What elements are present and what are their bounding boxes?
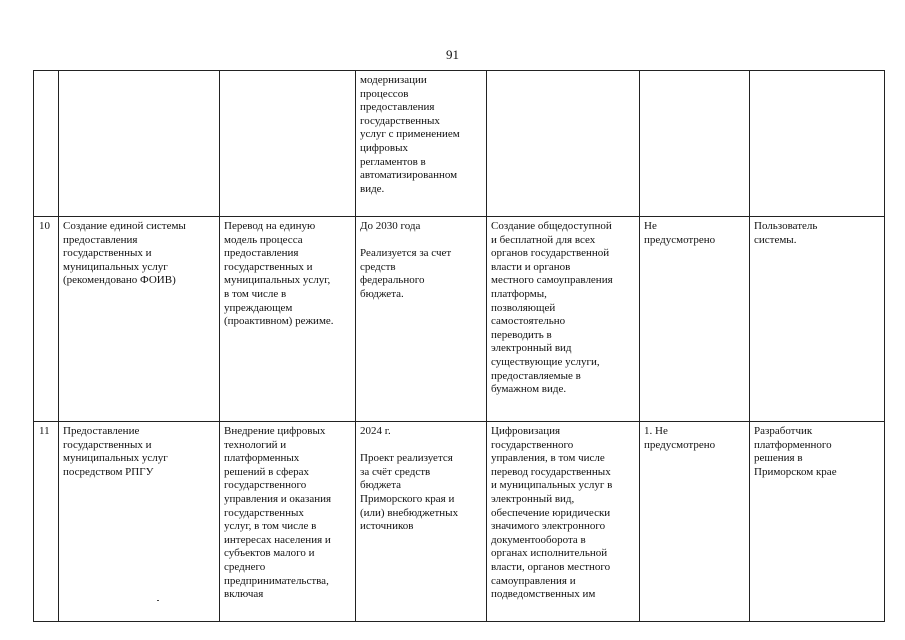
additional-financing-cell: 1. Не предусмотрено (640, 422, 750, 622)
measure-name-cell: Предоставление государственных и муниципальных услуг посредством РПГУ (59, 422, 220, 622)
measure-description-cell (220, 71, 356, 217)
table-row (34, 71, 885, 217)
responsible-cell: Пользователь системы. (750, 217, 885, 422)
additional-financing-cell (640, 71, 750, 217)
measure-description-cell: Перевод на единую модель процесса предоставления государственных и муниципальных услуг, в том числе в упреждающем (проактивном) режиме. (220, 217, 356, 422)
responsible-cell: Разработчик платформенного решения в Приморском крае (750, 422, 885, 622)
expected-result-cell: Создание общедоступной и бесплатной для всех органов государственной власти и органов местного самоуправления платформы, позволяющей самостоятельно переводить в электронный вид существующие услуги, предоставляемые в бумажном виде. (487, 217, 640, 422)
expected-result-cell: Цифровизация государственного управления, в том числе перевод государственных и муниципальных услуг в электронный вид, обеспечение юридически значимого электронного документооборота в органах исполнительной власти, органов местного самоуправления и подведомственных им (487, 422, 640, 622)
expected-result-cell (487, 71, 640, 217)
term-financing-cell: 2024 г. Проект реализуется за счёт средств бюджета Приморского края и (или) внебюджетных источников (356, 422, 487, 622)
row-number-cell: 11 (34, 422, 59, 622)
additional-financing-cell: Не предусмотрено (640, 217, 750, 422)
table-row (34, 422, 885, 622)
measure-name-cell: Создание единой системы предоставления государственных и муниципальных услуг (рекомендовано ФОИВ) (59, 217, 220, 422)
scan-speck (157, 600, 159, 601)
responsible-cell (750, 71, 885, 217)
measure-description-cell: Внедрение цифровых технологий и платформенных решений в сферах государственного управления и оказания государственных услуг, в том числе в интересах населения и субъектов малого и среднего предпринимательства, включая (220, 422, 356, 622)
row-number-cell: 10 (34, 217, 59, 422)
row-number-cell (34, 71, 59, 217)
page-number: 91 (446, 47, 459, 62)
measure-name-cell (59, 71, 220, 217)
term-financing-cell: модернизации процессов предоставления государственных услуг с применением цифровых регламентов в автоматизированном виде. (356, 71, 487, 217)
table-row (34, 217, 885, 422)
measures-table (33, 70, 885, 622)
term-financing-cell: До 2030 года Реализуется за счет средств федерального бюджета. (356, 217, 487, 422)
